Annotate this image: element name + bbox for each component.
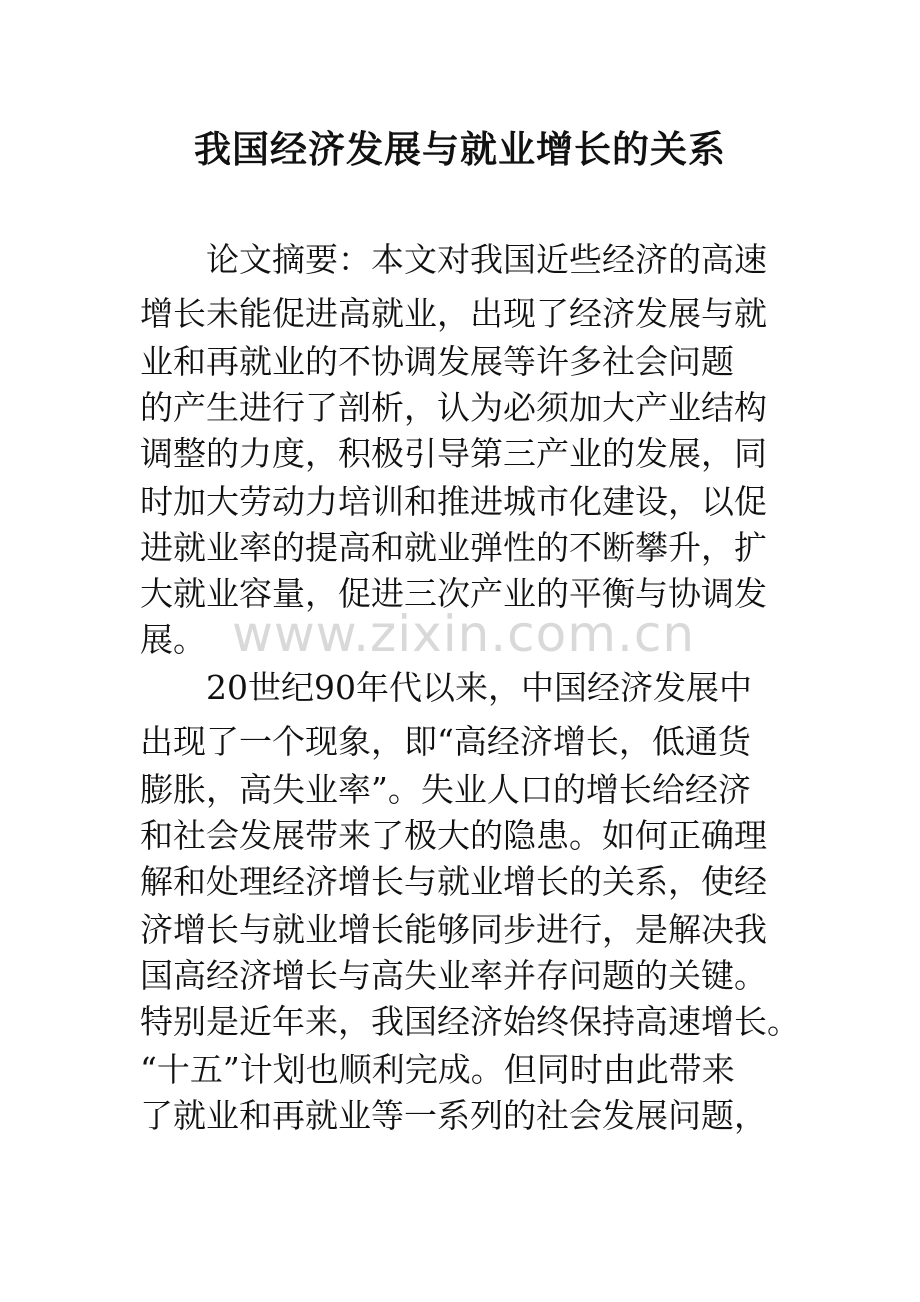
body-line: 业和再就业的不协调发展等许多社会问题 [140,342,734,381]
document-title: 我国经济发展与就业增长的关系 [194,128,726,171]
body-line: 膨胀，高失业率”。失业人口的增长给经济 [140,770,751,809]
body-line: 济增长与就业增长能够同步进行，是解决我 [140,910,767,949]
body-line: 了就业和再就业等一系列的社会发展问题， [140,1096,767,1135]
body-line: 展。 [140,620,206,659]
body-line: 增长未能促进高就业，出现了经济发展与就 [140,294,767,333]
body-line: 大就业容量，促进三次产业的平衡与协调发 [140,574,767,613]
body-line: 20世纪90年代以来，中国经济发展中 [140,668,752,707]
body-line: 国高经济增长与高失业率并存问题的关键。 [140,956,767,995]
body-line: 调整的力度，积极引导第三产业的发展，同 [140,434,767,473]
body-line: 的产生进行了剖析，认为必须加大产业结构 [140,388,767,427]
body-line: 时加大劳动力培训和推进城市化建设，以促 [140,482,767,521]
body-line: 和社会发展带来了极大的隐患。如何正确理 [140,816,767,855]
body-line: 特别是近年来，我国经济始终保持高速增长。 [140,1002,800,1041]
body-line: 解和处理经济增长与就业增长的关系，使经 [140,862,767,901]
body-line: 进就业率的提高和就业弹性的不断攀升，扩 [140,528,767,567]
body-line: 出现了一个现象，即“高经济增长，低通货 [140,722,751,761]
body-line: “十五”计划也顺利完成。但同时由此带来 [140,1050,735,1089]
body-line: 论文摘要：本文对我国近些经济的高速 [140,240,767,279]
watermark: www.zixin.com.cn [232,605,696,663]
